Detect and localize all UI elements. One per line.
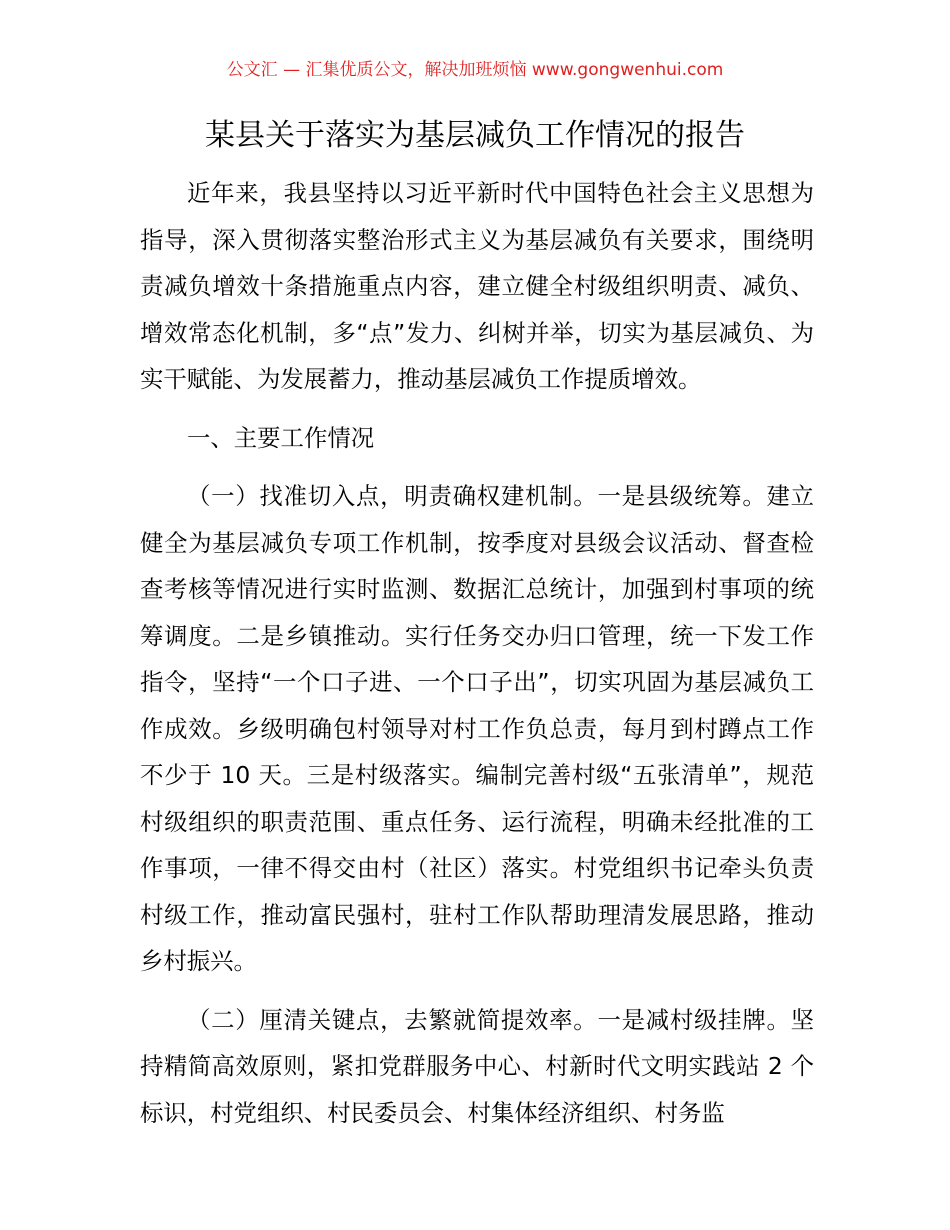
intro-paragraph: 近年来，我县坚持以习近平新时代中国特色社会主义思想为指导，深入贯彻落实整治形式主义为基层减负有关要求，围绕明责减负增效十条措施重点内容，建立健全村级组织明责、减负、增效常态化机制，多“点”发力、纠树并举，切实为基层减负、为实干赋能、为发展蓄力，推动基层减负工作提质增效。 <box>140 179 814 393</box>
document-title: 某县关于落实为基层减负工作情况的报告 <box>205 118 745 153</box>
paragraph-1: （一）找准切入点，明责确权建机制。一是县级统筹。建立健全为基层减负专项工作机制，按季度对县级会议活动、督查检查考核等情况进行实时监测、数据汇总统计，加强到村事项的统筹调度。二是乡镇推动。实行任务交办归口管理，统一下发工作指令，坚持“一个口子进、一个口子出”，切实巩固为基层减负工作成效。乡级明确包村领导对村工作负总责，每月到村蹲点工作不少于 10 天。三是村级落实。编制完善村级“五张清单”，规范村级组织的职责范围、重点任务、运行流程，明确未经批准的工作事项，一律不得交由村（社区）落实。村党组织书记牵头负责村级工作，推动富民强村，驻村工作队帮助理清发展思路，推动乡村振兴。 <box>140 482 814 975</box>
section-heading: 一、主要工作情况 <box>187 423 375 452</box>
document-body <box>140 170 814 1136</box>
paragraph-2: （二）厘清关键点，去繁就简提效率。一是减村级挂牌。坚持精简高效原则，紧扣党群服务中心、村新时代文明实践站 2 个标识，村党组织、村民委员会、村集体经济组织、村务监 <box>140 1005 814 1127</box>
header-banner[interactable]: 公文汇 — 汇集优质公文，解决加班烦恼 www.gongwenhui.com <box>226 60 724 80</box>
